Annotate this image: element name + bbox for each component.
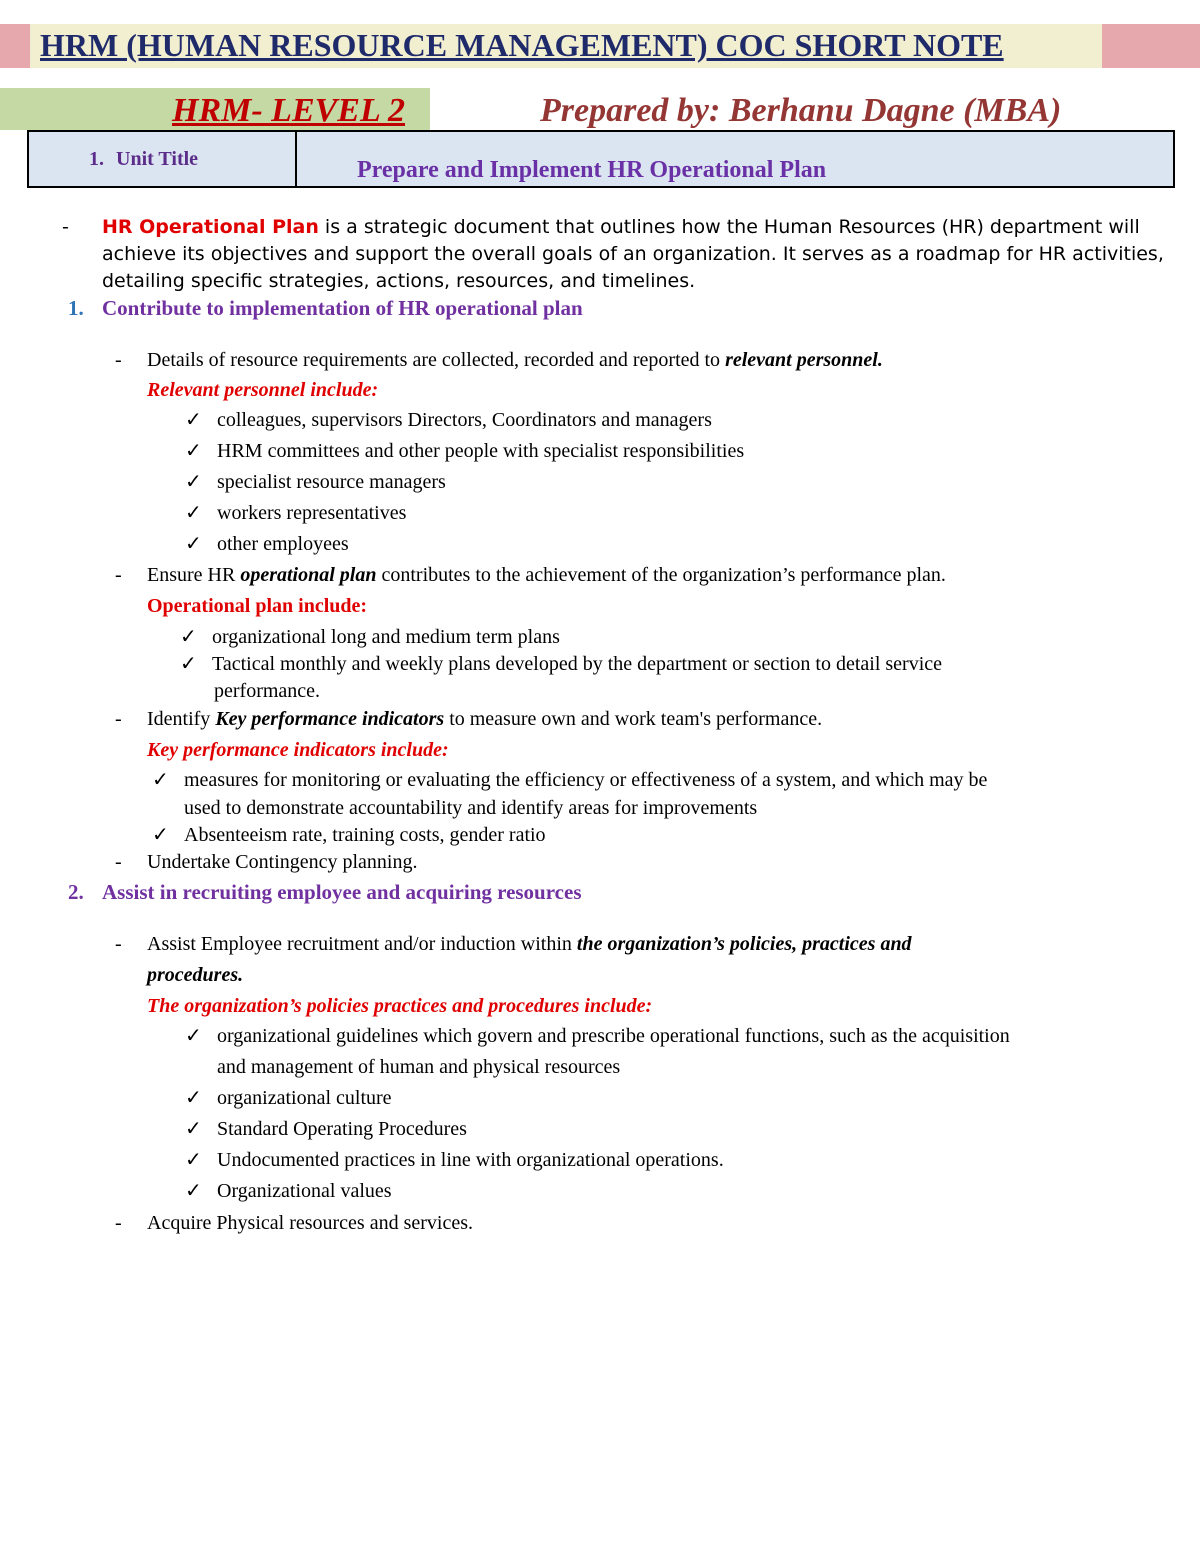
list-item bbox=[185, 532, 349, 556]
s1-item-3 bbox=[115, 707, 822, 731]
section-2-heading bbox=[68, 880, 582, 904]
s1-item-4-text: Undertake Contingency planning. bbox=[147, 851, 418, 873]
list-item-continuation: and management of human and physical resources bbox=[217, 1056, 621, 1078]
s2-item-2-text: Acquire Physical resources and services. bbox=[147, 1212, 473, 1234]
s1-item-4 bbox=[115, 850, 418, 874]
level-label: HRM- LEVEL 2 bbox=[172, 92, 405, 129]
bullet-dash: - bbox=[115, 708, 122, 730]
list-item-text: Undocumented practices in line with organizational operations. bbox=[217, 1149, 724, 1171]
intro-line-2: achieve its objectives and support the overall goals of an organization. It serves as a roadmap for HR activities, bbox=[102, 243, 1164, 265]
s2-item-1 bbox=[115, 932, 912, 956]
list-item bbox=[180, 652, 942, 676]
list-item-continuation: used to demonstrate accountability and identify areas for improvements bbox=[184, 797, 758, 819]
s1-item-2-pre: Ensure HR bbox=[147, 564, 241, 586]
check-icon: ✓ bbox=[152, 769, 169, 791]
list-item bbox=[185, 1117, 467, 1141]
list-item-text: Absenteeism rate, training costs, gender ratio bbox=[184, 824, 546, 846]
check-icon: ✓ bbox=[185, 1180, 202, 1202]
intro-text-1: is a strategic document that outlines how the Human Resources (HR) department will bbox=[318, 216, 1140, 238]
check-icon: ✓ bbox=[180, 653, 197, 675]
list-item-text: Standard Operating Procedures bbox=[217, 1118, 467, 1140]
list-item-text: other employees bbox=[217, 533, 349, 555]
unit-title-table bbox=[27, 130, 1175, 188]
s1-item-3-pre: Identify bbox=[147, 708, 216, 730]
intro-line-3: detailing specific strategies, actions, resources, and timelines. bbox=[102, 270, 696, 292]
s1-item-2 bbox=[115, 563, 946, 587]
list-item bbox=[185, 408, 712, 432]
check-icon: ✓ bbox=[152, 824, 169, 846]
list-item-text: organizational guidelines which govern and prescribe operational functions, such as the acquisition bbox=[217, 1025, 1010, 1047]
s1-item-2-post: contributes to the achievement of the organization’s performance plan. bbox=[376, 564, 946, 586]
list-item-text: workers representatives bbox=[217, 502, 407, 524]
s1-item-3-em: Key performance indicators bbox=[215, 708, 445, 730]
s2-item-1-em: the organization’s policies, practices and bbox=[576, 933, 912, 955]
check-icon: ✓ bbox=[185, 1118, 202, 1140]
title-band bbox=[0, 24, 1200, 68]
bullet-dash: - bbox=[115, 1212, 122, 1234]
bullet-dash: - bbox=[62, 216, 69, 238]
bullet-dash: - bbox=[115, 851, 122, 873]
document-title: HRM (HUMAN RESOURCE MANAGEMENT) COC SHORT NOTE bbox=[40, 27, 1004, 63]
list-item bbox=[185, 1024, 1010, 1048]
list-item-text: HRM committees and other people with specialist responsibilities bbox=[217, 440, 745, 462]
list-item bbox=[185, 470, 446, 494]
s1-item-1-em: relevant personnel. bbox=[725, 349, 883, 371]
check-icon: ✓ bbox=[185, 502, 202, 524]
s1-item-3-head: Key performance indicators include: bbox=[147, 739, 449, 761]
bullet-dash: - bbox=[115, 933, 122, 955]
check-icon: ✓ bbox=[185, 1087, 202, 1109]
check-icon: ✓ bbox=[185, 409, 202, 431]
check-icon: ✓ bbox=[185, 533, 202, 555]
list-item bbox=[185, 439, 744, 463]
unit-label: Unit Title bbox=[116, 147, 199, 170]
list-item bbox=[185, 1179, 392, 1203]
s1-item-2-head: Operational plan include: bbox=[147, 595, 368, 617]
prepared-by: Prepared by: Berhanu Dagne (MBA) bbox=[540, 92, 1062, 129]
list-item-text: colleagues, supervisors Directors, Coordinators and managers bbox=[217, 409, 712, 431]
section-2-title: Assist in recruiting employee and acquiring resources bbox=[102, 880, 582, 904]
intro-term: HR Operational Plan bbox=[102, 216, 319, 238]
section-1-title: Contribute to implementation of HR operational plan bbox=[102, 296, 583, 320]
s1-item-3-post: to measure own and work team's performance. bbox=[444, 708, 823, 730]
check-icon: ✓ bbox=[185, 440, 202, 462]
section-2-number: 2. bbox=[68, 880, 84, 904]
list-item-text: organizational long and medium term plans bbox=[212, 626, 560, 648]
s2-item-1-em-cont: procedures. bbox=[147, 964, 244, 986]
list-item-continuation: performance. bbox=[214, 680, 321, 702]
list-item bbox=[152, 823, 546, 847]
check-icon: ✓ bbox=[185, 471, 202, 493]
check-icon: ✓ bbox=[185, 1149, 202, 1171]
check-icon: ✓ bbox=[185, 1025, 202, 1047]
s2-item-1-pre: Assist Employee recruitment and/or induction within bbox=[147, 933, 577, 955]
section-1-heading bbox=[68, 296, 583, 320]
bullet-dash: - bbox=[115, 564, 122, 586]
list-item-text: Tactical monthly and weekly plans developed by the department or section to detail service bbox=[212, 653, 943, 675]
s1-item-1-pre: Details of resource requirements are collected, recorded and reported to bbox=[147, 349, 726, 371]
list-item bbox=[185, 1086, 392, 1110]
bullet-dash: - bbox=[115, 349, 122, 371]
unit-label-cell bbox=[29, 132, 297, 186]
s1-item-1 bbox=[115, 348, 883, 372]
list-item-text: organizational culture bbox=[217, 1087, 392, 1109]
list-item-text: specialist resource managers bbox=[217, 471, 446, 493]
list-item bbox=[152, 768, 987, 792]
s1-item-2-em: operational plan bbox=[240, 564, 377, 586]
intro-line-1 bbox=[62, 215, 1140, 239]
list-item bbox=[185, 1148, 724, 1172]
list-item-text: Organizational values bbox=[217, 1180, 392, 1202]
list-item bbox=[185, 501, 406, 525]
unit-value-cell: Prepare and Implement HR Operational Plan bbox=[357, 157, 827, 183]
list-item bbox=[180, 625, 560, 649]
list-item-text: measures for monitoring or evaluating the efficiency or effectiveness of a system, and which may be bbox=[184, 769, 988, 791]
s2-item-2 bbox=[115, 1211, 473, 1235]
s1-item-1-head: Relevant personnel include: bbox=[147, 379, 379, 401]
check-icon: ✓ bbox=[180, 626, 197, 648]
section-1-number: 1. bbox=[68, 296, 84, 320]
unit-number: 1. bbox=[89, 147, 104, 170]
s2-item-1-head: The organization’s policies practices and procedures include: bbox=[147, 995, 653, 1017]
